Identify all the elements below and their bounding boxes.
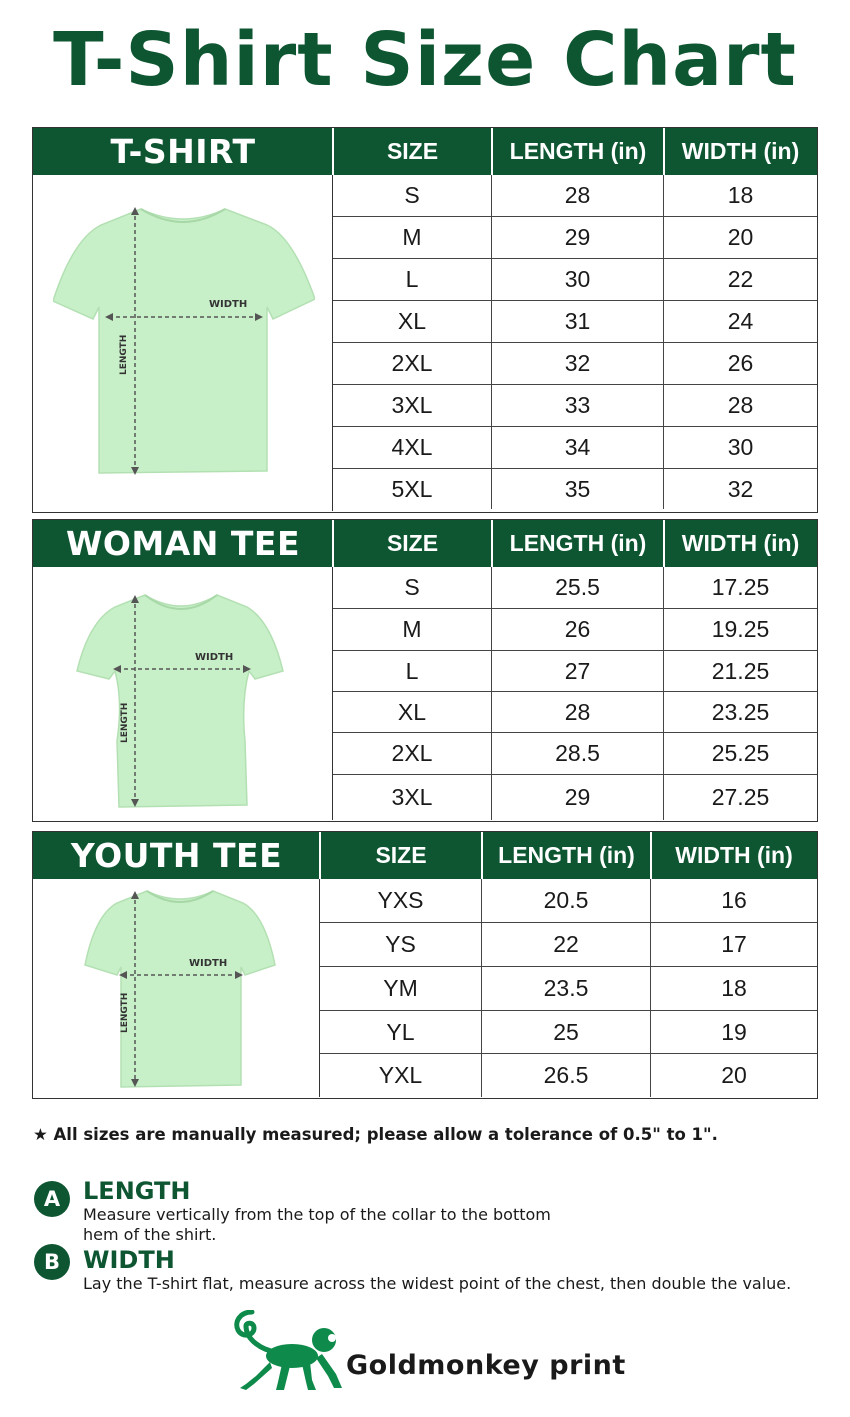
table-cell-length: 20.5 [482,879,651,923]
tshirt-diagram [33,175,333,511]
table-cell-width: 17 [651,923,817,967]
table-cell-width: 18 [651,967,817,1011]
definition-desc-length-line1: Measure vertically from the top of the collar to the bottom [83,1205,551,1224]
youth-tee-diagram [33,879,320,1097]
column-header-size: SIZE [320,832,482,879]
definition-desc-length-line2: hem of the shirt. [83,1225,217,1244]
table-cell-length: 28 [492,692,664,733]
table-cell-size: 3XL [333,385,492,427]
table-cell-size: S [333,567,492,609]
table-cell-length: 28.5 [492,733,664,775]
table-cell-length: 35 [492,469,664,509]
table-cell-width: 23.25 [664,692,817,733]
table-cell-size: XL [333,301,492,343]
column-header-width: WIDTH (in) [664,128,817,175]
tolerance-note: ★ All sizes are manually measured; please allow a tolerance of 0.5" to 1". [33,1125,718,1144]
definition-desc-width-line1: Lay the T-shirt flat, measure across the widest point of the chest, then double the value. [83,1274,792,1293]
table-cell-width: 25.25 [664,733,817,775]
definition-term-width: WIDTH [83,1246,175,1274]
table-cell-length: 29 [492,217,664,259]
table-cell-width: 27.25 [711,784,770,810]
table-cell-size: YM [320,967,482,1011]
table-cell-width: 26 [664,343,817,385]
table-cell-size: YXS [320,879,482,923]
section-name: YOUTH TEE [70,836,283,875]
table-cell-size: 5XL [333,469,492,509]
table-cell-length: 32 [492,343,664,385]
column-header-length: LENGTH (in) [492,520,664,567]
table-cell-size: XL [333,692,492,733]
table-cell-length: 31 [492,301,664,343]
section-name: T-SHIRT [110,132,256,171]
woman-tee-diagram [33,567,333,820]
table-cell-length: 34 [492,427,664,469]
table-cell-width: 22 [664,259,817,301]
definition-term-length: LENGTH [83,1177,191,1205]
table-cell-size: 3XL [333,775,492,820]
svg-text:LENGTH: LENGTH [119,334,129,375]
table-cell-size: M [333,609,492,651]
section-name: WOMAN TEE [65,524,301,563]
monkey-logo-icon [232,1310,344,1392]
table-cell-width: 28 [664,385,817,427]
table-cell-length: 26.5 [482,1054,651,1097]
tshirt-size-table [32,127,818,513]
column-header-length: LENGTH (in) [492,128,664,175]
table-cell-width: 20 [721,1062,747,1088]
svg-text:WIDTH: WIDTH [209,299,248,310]
woman-tee-icon [75,591,287,809]
tshirt-section-header [33,128,333,175]
column-header-size: SIZE [333,520,492,567]
woman-tee-size-table [32,519,818,822]
svg-text:LENGTH: LENGTH [120,702,130,743]
table-cell-width: 18 [664,175,817,217]
table-cell-width: 24 [664,301,817,343]
table-cell-size: YXL [320,1054,482,1097]
youth-section-header [33,832,320,879]
table-cell-length: 25 [482,1011,651,1054]
table-cell-size: 2XL [333,343,492,385]
table-cell-size: YS [320,923,482,967]
column-header-width: WIDTH (in) [651,832,817,879]
table-cell-size: L [333,651,492,692]
table-cell-length: 23.5 [482,967,651,1011]
table-cell-width: 16 [651,879,817,923]
svg-text:WIDTH: WIDTH [195,652,234,663]
table-cell-length: 26 [492,609,664,651]
table-cell-size: 4XL [333,427,492,469]
svg-text:LENGTH: LENGTH [120,992,130,1033]
badge-b: B [34,1244,70,1280]
table-cell-width: 19 [651,1011,817,1054]
page-title: T-Shirt Size Chart [53,17,797,103]
table-cell-size: L [333,259,492,301]
brand-name: Goldmonkey print [346,1350,626,1381]
table-cell-width: 20 [664,217,817,259]
tshirt-icon [53,203,315,478]
table-cell-size: S [333,175,492,217]
table-cell-width: 17.25 [664,567,817,609]
table-cell-size: YL [320,1011,482,1054]
youth-tee-icon [83,887,277,1089]
column-header-length: LENGTH (in) [482,832,651,879]
table-cell-length: 22 [482,923,651,967]
table-cell-length: 25.5 [492,567,664,609]
table-cell-width: 30 [664,427,817,469]
table-cell-length: 33 [492,385,664,427]
table-cell-size: M [333,217,492,259]
column-header-width: WIDTH (in) [664,520,817,567]
table-cell-length: 29 [492,775,664,820]
badge-a: A [34,1181,70,1217]
table-cell-size: 2XL [333,733,492,775]
table-cell-length: 27 [492,651,664,692]
table-cell-width: 21.25 [664,651,817,692]
woman-section-header [33,520,333,567]
youth-tee-size-table [32,831,818,1099]
table-cell-length: 28 [492,175,664,217]
table-cell-width: 32 [727,475,754,502]
svg-text:WIDTH: WIDTH [189,958,228,969]
table-cell-length: 30 [492,259,664,301]
table-cell-width: 19.25 [664,609,817,651]
column-header-size: SIZE [333,128,492,175]
